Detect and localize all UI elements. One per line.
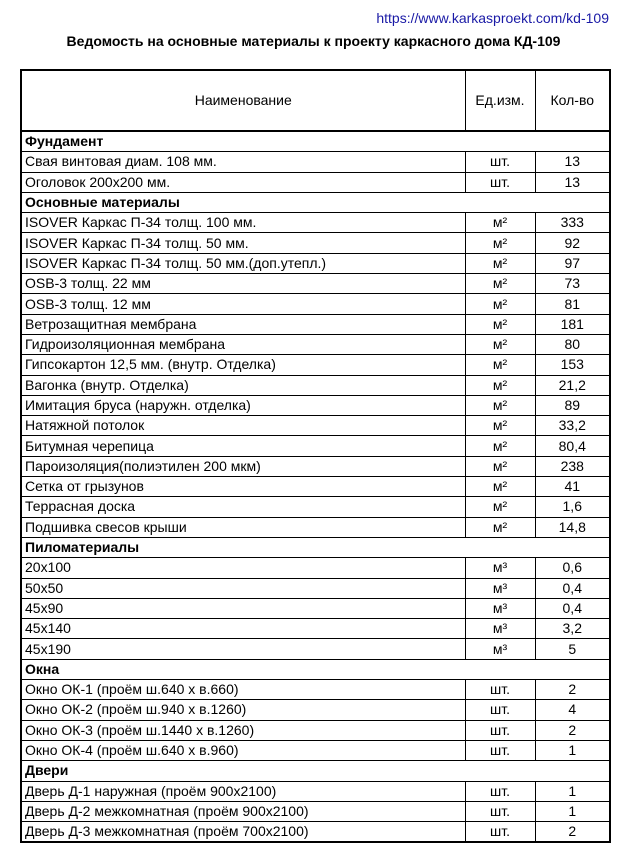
unit-cell: м³ bbox=[465, 578, 535, 598]
quantity-cell: 2 bbox=[535, 680, 610, 700]
table-row bbox=[21, 355, 610, 375]
table-row bbox=[21, 395, 610, 415]
material-name-cell: 45х190 bbox=[21, 639, 465, 659]
quantity-cell: 2 bbox=[535, 822, 610, 843]
unit-cell: шт. bbox=[465, 720, 535, 740]
unit-cell: м² bbox=[465, 416, 535, 436]
material-name-cell: Подшивка свесов крыши bbox=[21, 517, 465, 537]
unit-cell: м³ bbox=[465, 639, 535, 659]
materials-table-body bbox=[21, 131, 610, 842]
material-name-cell: 45х90 bbox=[21, 598, 465, 618]
column-header-name: Наименование bbox=[21, 70, 465, 131]
material-name-cell: Дверь Д-2 межкомнатная (проём 900х2100) bbox=[21, 801, 465, 821]
source-url-link[interactable]: https://www.karkasproekt.com/kd-109 bbox=[376, 10, 609, 26]
table-row bbox=[21, 781, 610, 801]
material-name-cell: Имитация бруса (наружн. отделка) bbox=[21, 395, 465, 415]
quantity-cell: 153 bbox=[535, 355, 610, 375]
quantity-cell: 1 bbox=[535, 801, 610, 821]
table-row bbox=[21, 822, 610, 843]
unit-cell: м³ bbox=[465, 619, 535, 639]
unit-cell: м³ bbox=[465, 598, 535, 618]
quantity-cell: 5 bbox=[535, 639, 610, 659]
table-row bbox=[21, 639, 610, 659]
material-name-cell: ISOVER Каркас П-34 толщ. 50 мм.(доп.утепл.) bbox=[21, 253, 465, 273]
quantity-cell: 33,2 bbox=[535, 416, 610, 436]
material-name-cell: Пароизоляция(полиэтилен 200 мкм) bbox=[21, 456, 465, 476]
unit-cell: шт. bbox=[465, 152, 535, 172]
table-row bbox=[21, 497, 610, 517]
unit-cell: шт. bbox=[465, 781, 535, 801]
unit-cell: шт. bbox=[465, 822, 535, 843]
quantity-cell: 238 bbox=[535, 456, 610, 476]
table-row bbox=[21, 253, 610, 273]
quantity-cell: 92 bbox=[535, 233, 610, 253]
quantity-cell: 3,2 bbox=[535, 619, 610, 639]
material-name-cell: Натяжной потолок bbox=[21, 416, 465, 436]
quantity-cell: 181 bbox=[535, 314, 610, 334]
unit-cell: м² bbox=[465, 395, 535, 415]
material-name-cell: Дверь Д-1 наружная (проём 900х2100) bbox=[21, 781, 465, 801]
material-name-cell: Окно ОК-3 (проём ш.1440 х в.1260) bbox=[21, 720, 465, 740]
quantity-cell: 333 bbox=[535, 213, 610, 233]
table-row bbox=[21, 233, 610, 253]
unit-cell: м² bbox=[465, 213, 535, 233]
section-title: Окна bbox=[21, 659, 610, 679]
unit-cell: м² bbox=[465, 274, 535, 294]
material-name-cell: 45х140 bbox=[21, 619, 465, 639]
table-row bbox=[21, 213, 610, 233]
table-row bbox=[21, 578, 610, 598]
column-header-unit: Ед.изм. bbox=[465, 70, 535, 131]
unit-cell: м² bbox=[465, 436, 535, 456]
quantity-cell: 0,4 bbox=[535, 578, 610, 598]
section-title: Пиломатериалы bbox=[21, 537, 610, 557]
document-title: Ведомость на основные материалы к проекту каркасного дома КД-109 bbox=[66, 33, 561, 49]
material-name-cell: Окно ОК-4 (проём ш.640 х в.960) bbox=[21, 740, 465, 760]
material-name-cell: Сетка от грызунов bbox=[21, 477, 465, 497]
material-name-cell: ISOVER Каркас П-34 толщ. 50 мм. bbox=[21, 233, 465, 253]
section-row bbox=[21, 131, 610, 152]
table-row bbox=[21, 172, 610, 192]
material-name-cell: Вагонка (внутр. Отделка) bbox=[21, 375, 465, 395]
table-row bbox=[21, 456, 610, 476]
section-row bbox=[21, 761, 610, 781]
material-name-cell: ISOVER Каркас П-34 толщ. 100 мм. bbox=[21, 213, 465, 233]
table-row bbox=[21, 375, 610, 395]
table-row bbox=[21, 700, 610, 720]
table-row bbox=[21, 436, 610, 456]
table-row bbox=[21, 477, 610, 497]
quantity-cell: 97 bbox=[535, 253, 610, 273]
unit-cell: шт. bbox=[465, 680, 535, 700]
quantity-cell: 2 bbox=[535, 720, 610, 740]
quantity-cell: 14,8 bbox=[535, 517, 610, 537]
unit-cell: шт. bbox=[465, 740, 535, 760]
table-row bbox=[21, 334, 610, 354]
material-name-cell: Террасная доска bbox=[21, 497, 465, 517]
quantity-cell: 1 bbox=[535, 781, 610, 801]
material-name-cell: 20х100 bbox=[21, 558, 465, 578]
material-name-cell: Ветрозащитная мембрана bbox=[21, 314, 465, 334]
unit-cell: м² bbox=[465, 233, 535, 253]
material-name-cell: OSB-3 толщ. 12 мм bbox=[21, 294, 465, 314]
table-row bbox=[21, 680, 610, 700]
quantity-cell: 89 bbox=[535, 395, 610, 415]
quantity-cell: 80,4 bbox=[535, 436, 610, 456]
quantity-cell: 21,2 bbox=[535, 375, 610, 395]
material-name-cell: Гипсокартон 12,5 мм. (внутр. Отделка) bbox=[21, 355, 465, 375]
unit-cell: м² bbox=[465, 456, 535, 476]
unit-cell: м² bbox=[465, 497, 535, 517]
table-row bbox=[21, 517, 610, 537]
unit-cell: м² bbox=[465, 517, 535, 537]
section-row bbox=[21, 659, 610, 679]
material-name-cell: Дверь Д-3 межкомнатная (проём 700х2100) bbox=[21, 822, 465, 843]
unit-cell: м² bbox=[465, 314, 535, 334]
table-row bbox=[21, 416, 610, 436]
material-name-cell: Гидроизоляционная мембрана bbox=[21, 334, 465, 354]
quantity-cell: 41 bbox=[535, 477, 610, 497]
unit-cell: м³ bbox=[465, 558, 535, 578]
unit-cell: м² bbox=[465, 355, 535, 375]
unit-cell: м² bbox=[465, 294, 535, 314]
table-row bbox=[21, 294, 610, 314]
quantity-cell: 81 bbox=[535, 294, 610, 314]
table-row bbox=[21, 274, 610, 294]
table-row bbox=[21, 598, 610, 618]
unit-cell: шт. bbox=[465, 700, 535, 720]
table-row bbox=[21, 720, 610, 740]
material-name-cell: OSB-3 толщ. 22 мм bbox=[21, 274, 465, 294]
table-row bbox=[21, 558, 610, 578]
section-title: Основные материалы bbox=[21, 192, 610, 212]
section-row bbox=[21, 537, 610, 557]
section-title: Фундамент bbox=[21, 131, 610, 152]
table-row bbox=[21, 314, 610, 334]
table-row bbox=[21, 801, 610, 821]
quantity-cell: 1,6 bbox=[535, 497, 610, 517]
quantity-cell: 73 bbox=[535, 274, 610, 294]
material-name-cell: Свая винтовая диам. 108 мм. bbox=[21, 152, 465, 172]
table-row bbox=[21, 740, 610, 760]
quantity-cell: 0,4 bbox=[535, 598, 610, 618]
table-header-row bbox=[21, 70, 610, 131]
unit-cell: м² bbox=[465, 375, 535, 395]
material-name-cell: 50х50 bbox=[21, 578, 465, 598]
material-name-cell: Битумная черепица bbox=[21, 436, 465, 456]
section-title: Двери bbox=[21, 761, 610, 781]
quantity-cell: 80 bbox=[535, 334, 610, 354]
unit-cell: шт. bbox=[465, 801, 535, 821]
quantity-cell: 13 bbox=[535, 172, 610, 192]
materials-table bbox=[20, 69, 611, 843]
quantity-cell: 4 bbox=[535, 700, 610, 720]
material-name-cell: Оголовок 200х200 мм. bbox=[21, 172, 465, 192]
section-row bbox=[21, 192, 610, 212]
material-name-cell: Окно ОК-2 (проём ш.940 х в.1260) bbox=[21, 700, 465, 720]
quantity-cell: 0,6 bbox=[535, 558, 610, 578]
unit-cell: м² bbox=[465, 477, 535, 497]
unit-cell: шт. bbox=[465, 172, 535, 192]
table-row bbox=[21, 619, 610, 639]
unit-cell: м² bbox=[465, 253, 535, 273]
unit-cell: м² bbox=[465, 334, 535, 354]
column-header-qty: Кол-во bbox=[535, 70, 610, 131]
quantity-cell: 1 bbox=[535, 740, 610, 760]
quantity-cell: 13 bbox=[535, 152, 610, 172]
material-name-cell: Окно ОК-1 (проём ш.640 х в.660) bbox=[21, 680, 465, 700]
table-row bbox=[21, 152, 610, 172]
